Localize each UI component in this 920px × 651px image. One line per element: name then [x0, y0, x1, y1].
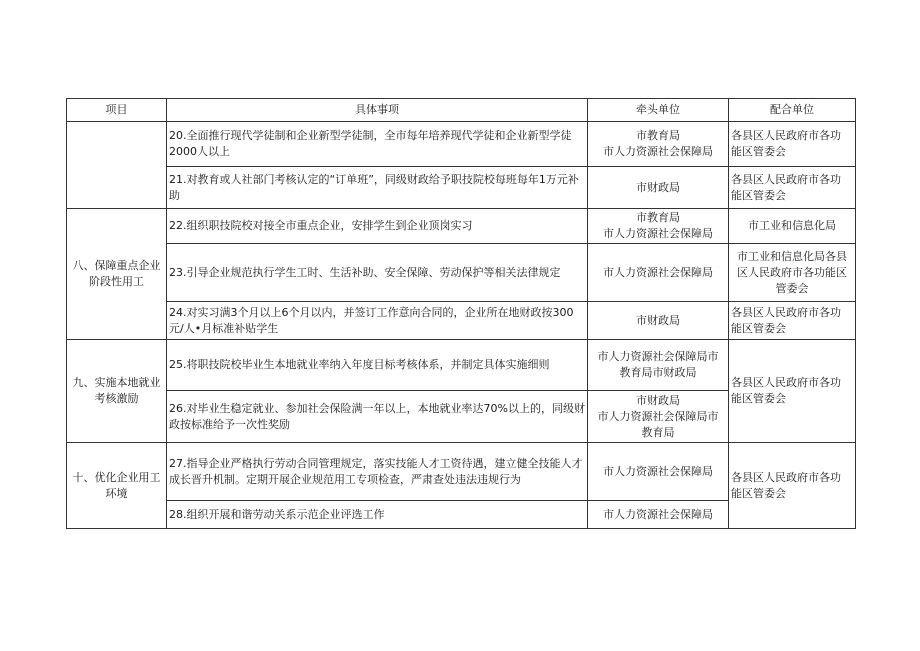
- header-item: 具体事项: [167, 99, 588, 122]
- lead-cell: 市教育局 市人力资源社会保障局: [588, 209, 729, 244]
- lead-cell: 市财政局: [588, 167, 729, 209]
- coop-cell: 各县区人民政府市各功 能区管委会: [729, 122, 856, 167]
- coop-cell: 市工业和信息化局各县 区人民政府市各功能区 管委会: [729, 244, 856, 302]
- table-row: [67, 209, 856, 244]
- lead-cell: 市财政局: [588, 302, 729, 340]
- table-row: [67, 167, 856, 209]
- project-cell: [67, 122, 167, 209]
- table-row: [67, 244, 856, 302]
- lead-cell: 市人力资源社会保障局: [588, 501, 729, 529]
- item-cell: 28.组织开展和谐劳动关系示范企业评选工作: [167, 501, 588, 529]
- table-row: [67, 302, 856, 340]
- coop-cell: 各县区人民政府市各功 能区管委会: [729, 302, 856, 340]
- lead-cell: 市教育局 市人力资源社会保障局: [588, 122, 729, 167]
- table-row: [67, 340, 856, 391]
- lead-cell: 市人力资源社会保障局市 教育局市财政局: [588, 340, 729, 391]
- item-cell: 20.全面推行现代学徒制和企业新型学徒制，全市每年培养现代学徒和企业新型学徒2000人以上: [167, 122, 588, 167]
- item-cell: 21.对教育或人社部门考核认定的“订单班”，同级财政给予职技院校每班每年1万元补助: [167, 167, 588, 209]
- lead-cell: 市人力资源社会保障局: [588, 443, 729, 501]
- policy-table: [66, 98, 856, 529]
- coop-cell: 各县区人民政府市各功 能区管委会: [729, 340, 856, 443]
- lead-cell: 市财政局 市人力资源社会保障局市 教育局: [588, 391, 729, 443]
- item-cell: 23.引导企业规范执行学生工时、生活补助、安全保障、劳动保护等相关法律规定: [167, 244, 588, 302]
- table-row: [67, 122, 856, 167]
- project-cell: 九、实施本地就业 考核激励: [67, 340, 167, 443]
- lead-cell: 市人力资源社会保障局: [588, 244, 729, 302]
- item-cell: 27.指导企业严格执行劳动合同管理规定，落实技能人才工资待遇，建立健全技能人才成长晋升机制。定期开展企业规范用工专项检查，严肃查处违法违规行为: [167, 443, 588, 501]
- project-cell: 十、优化企业用工 环境: [67, 443, 167, 529]
- item-cell: 25.将职技院校毕业生本地就业率纳入年度目标考核体系，并制定具体实施细则: [167, 340, 588, 391]
- item-cell: 26.对毕业生稳定就业、参加社会保险满一年以上，本地就业率达70%以上的，同级财政按标准给予一次性奖励: [167, 391, 588, 443]
- coop-cell: 各县区人民政府市各功 能区管委会: [729, 167, 856, 209]
- header-coop: 配合单位: [729, 99, 856, 122]
- table-row: [67, 443, 856, 501]
- item-cell: 24.对实习满3个月以上6个月以内，并签订工作意向合同的，企业所在地财政按300元/人•月标准补贴学生: [167, 302, 588, 340]
- project-cell: 八、保障重点企业 阶段性用工: [67, 209, 167, 340]
- table-header-row: [67, 99, 856, 122]
- item-cell: 22.组织职技院校对接全市重点企业，安排学生到企业顶岗实习: [167, 209, 588, 244]
- header-project: 项目: [67, 99, 167, 122]
- coop-cell: 市工业和信息化局: [729, 209, 856, 244]
- header-lead: 牵头单位: [588, 99, 729, 122]
- coop-cell: 各县区人民政府市各功 能区管委会: [729, 443, 856, 529]
